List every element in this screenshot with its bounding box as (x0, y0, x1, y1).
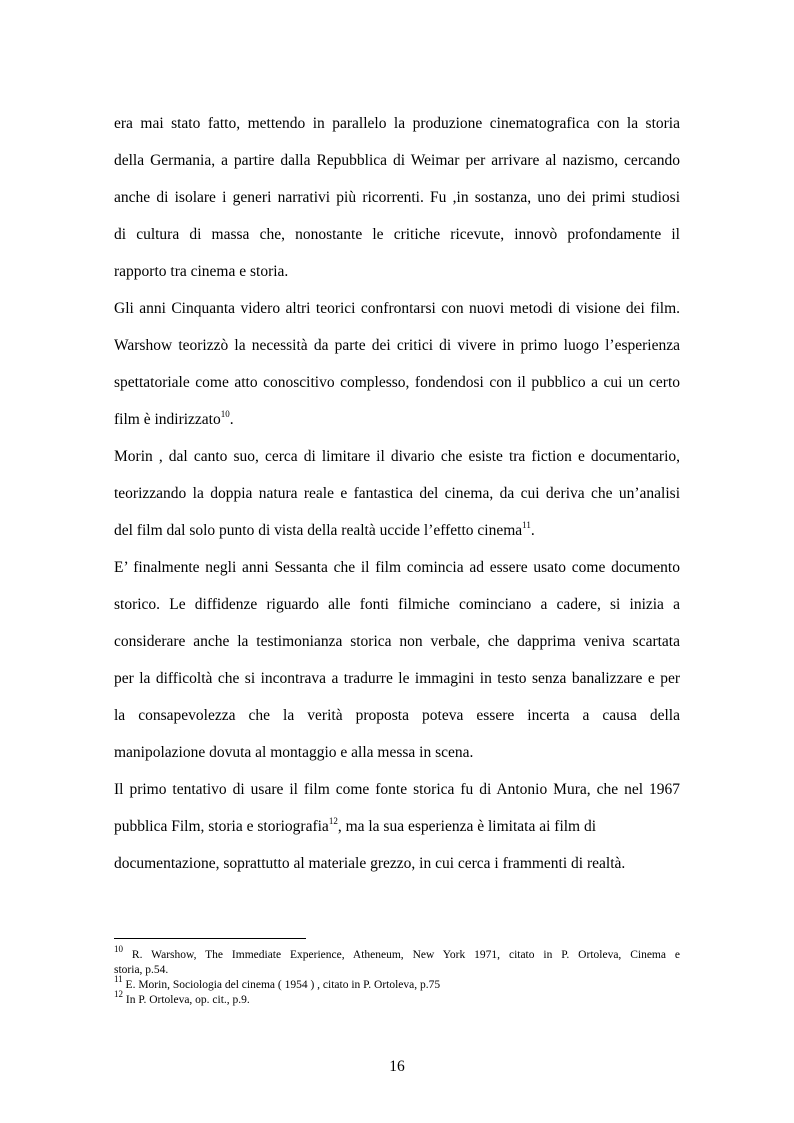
body-line: Il primo tentativo di usare il film come fonte storica fu di Antonio Mura, che nel 1967 (114, 781, 680, 798)
body-line: teorizzando la doppia natura reale e fantastica del cinema, da cui deriva che un’analisi (114, 485, 680, 502)
footnote-continuation: storia, p.54. (114, 964, 169, 976)
body-line: E’ finalmente negli anni Sessanta che il film comincia ad essere usato come documento (114, 559, 680, 576)
body-line (114, 410, 680, 430)
footnote-ref: 12 (328, 815, 338, 826)
footnote-text: R. Warshow, The Immediate Experience, Atheneum, New York 1971, citato in P. Ortoleva, Cinema e (123, 949, 680, 961)
body-text: pubblica Film, storia e storiografia$^{12}$, ma la sua esperienza è limitata ai film di (114, 815, 597, 835)
body-text: film è indirizzato (114, 411, 221, 428)
body-line: la consapevolezza che la verità proposta poteva essere incerta a causa della (114, 707, 680, 724)
body-line: spettatoriale come atto conoscitivo complesso, fondendosi con il pubblico a cui un certo (114, 374, 680, 391)
body-line: rapporto tra cinema e storia. (114, 263, 289, 280)
footnote-number: 10 (114, 944, 123, 955)
body-line: Gli anni Cinquanta videro altri teorici confrontarsi con nuovi metodi di visione dei film. (114, 300, 680, 317)
footnote (114, 944, 680, 962)
body-line: storico. Le diffidenze riguardo alle fonti filmiche cominciano a cadere, si inizia a (114, 596, 680, 613)
body-line: della Germania, a partire dalla Repubblica di Weimar per arrivare al nazismo, cercando (114, 152, 680, 169)
body-line: Warshow teorizzò la necessità da parte dei critici di vivere in primo luogo l’esperienza (114, 337, 680, 354)
body-line: Morin , dal canto suo, cerca di limitare il divario che esiste tra fiction e documentario, (114, 448, 680, 465)
body-line: era mai stato fatto, mettendo in parallelo la produzione cinematografica con la storia (114, 115, 680, 132)
body-line: manipolazione dovuta al montaggio e alla messa in scena. (114, 744, 474, 761)
body-line: considerare anche la testimonianza storica non verbale, che dapprima veniva scartata (114, 633, 680, 650)
body-text: . (530, 522, 535, 539)
footnote-number: 12 (114, 989, 123, 1000)
footnote-number: 11 (114, 974, 123, 985)
footnote-text: E. Morin, Sociologia del cinema ( 1954 ) , citato in P. Ortoleva, p.75 (122, 979, 441, 991)
body-text: del film dal solo punto di vista della realtà uccide l’effetto cinema (114, 522, 523, 539)
page-number: 16 (389, 1058, 405, 1075)
footnote-text: In P. Ortoleva, op. cit., p.9. (123, 994, 250, 1006)
footnote (114, 989, 680, 1007)
footnote-ref: 11 (522, 519, 531, 530)
body-line (114, 817, 680, 837)
footnote-ref: 10 (220, 408, 230, 419)
body-line: documentazione, soprattutto al materiale grezzo, in cui cerca i frammenti di realtà. (114, 855, 626, 872)
body-text: . (229, 411, 234, 428)
body-line: per la difficoltà che si incontrava a tradurre le immagini in testo senza banalizzare e per (114, 670, 680, 687)
footnote (114, 974, 680, 992)
body-line: di cultura di massa che, nonostante le critiche ricevute, innovò profondamente il (114, 226, 680, 243)
footnote-separator (114, 938, 306, 939)
body-line: anche di isolare i generi narrativi più ricorrenti. Fu ,in sostanza, uno dei primi studiosi (114, 189, 680, 206)
body-line (114, 521, 680, 541)
